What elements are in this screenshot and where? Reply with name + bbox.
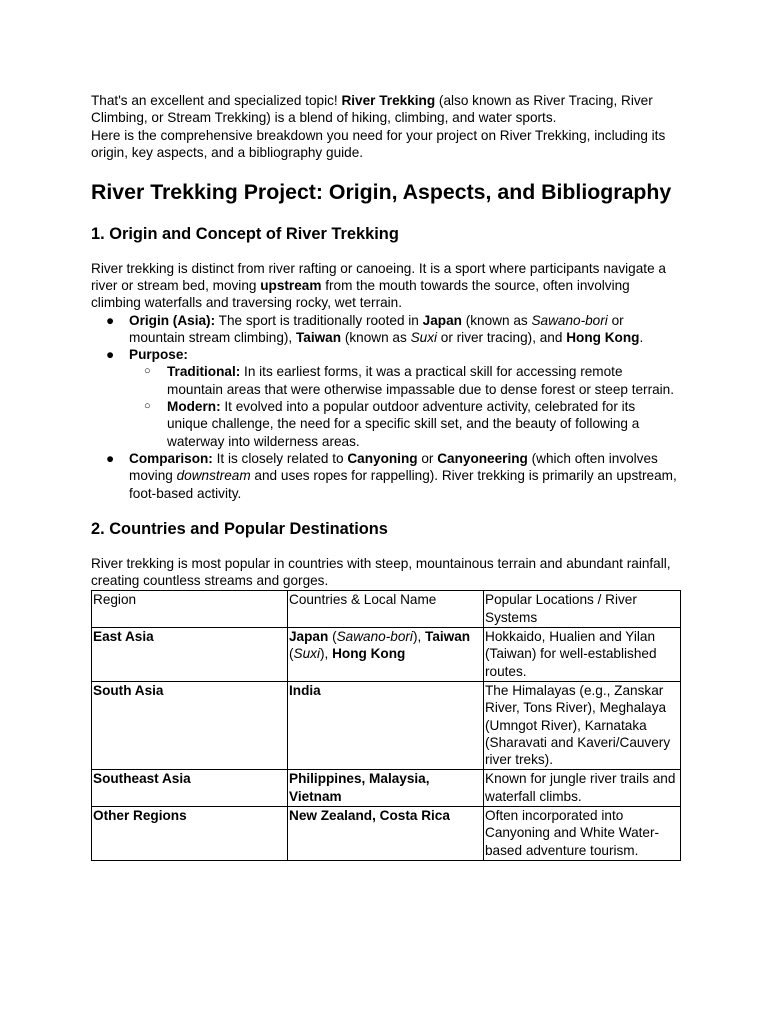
purpose-label: Purpose:: [129, 347, 188, 363]
cell-locations: Hokkaido, Hualien and Yilan (Taiwan) for well-established routes.: [484, 628, 681, 682]
table-row: [92, 681, 681, 769]
cell-taiwan: Taiwan: [425, 629, 471, 645]
section-1-list: [91, 312, 678, 502]
cell-locations: Known for jungle river trails and waterfall climbs.: [484, 770, 681, 807]
page-title: River Trekking Project: Origin, Aspects, and Bibliography: [91, 180, 672, 205]
list-item-comparison: [91, 450, 678, 502]
cell-text: ),: [319, 646, 333, 662]
cell-region: Southeast Asia: [92, 770, 288, 807]
traditional-label: Traditional:: [167, 364, 241, 380]
cell-countries: India: [288, 681, 484, 769]
origin-hong-kong: Hong Kong: [566, 329, 640, 345]
traditional-text: In its earliest forms, it was a practical skill for accessing remote mountain areas that were otherwise impassable due to dense forest or steep terrain.: [167, 364, 675, 397]
table-header-row: [92, 591, 681, 628]
origin-text: The sport is traditionally rooted in: [215, 312, 423, 328]
list-item-origin: [91, 312, 678, 347]
circle-bullet-icon: ○: [144, 400, 151, 413]
cell-sawano: Sawano-bori: [336, 629, 413, 645]
comparison-text: It is closely related to: [212, 450, 348, 466]
origin-text: or river tracing), and: [437, 329, 567, 345]
sublist-item-traditional: [129, 363, 678, 398]
intro-text-cont: (also known as River Tracing, River Climbing, or Stream Trekking) is a blend of hiking, climbing, and water sports.: [91, 93, 653, 126]
bullet-icon: ●: [106, 312, 115, 328]
origin-japan: Japan: [422, 312, 462, 328]
header-region: Region: [92, 591, 288, 628]
comparison-text: and uses ropes for rappelling). River trekking is primarily an upstream, foot-based activity.: [129, 468, 677, 501]
cell-region: South Asia: [92, 681, 288, 769]
cell-text: (: [289, 646, 294, 662]
intro-paragraph: [91, 92, 678, 127]
table-row: [92, 770, 681, 807]
section-2-heading: 2. Countries and Popular Destinations: [91, 519, 388, 538]
cell-hong-kong: Hong Kong: [332, 646, 406, 662]
origin-text: .: [639, 329, 644, 345]
origin-taiwan: Taiwan: [295, 329, 342, 345]
header-countries: Countries & Local Name: [288, 591, 484, 628]
origin-suxi: Suxi: [410, 329, 438, 345]
cell-suxi: Suxi: [293, 646, 320, 662]
comparison-text: (which often involves moving: [129, 450, 658, 484]
section-1-heading: 1. Origin and Concept of River Trekking: [91, 224, 399, 243]
cell-text: (: [328, 629, 337, 645]
destinations-table: [91, 590, 681, 860]
purpose-sublist: [129, 363, 678, 449]
comparison-canyoning: Canyoning: [347, 450, 418, 466]
comparison-text: or: [417, 450, 438, 466]
intro-bold-term: River Trekking: [341, 93, 436, 108]
header-locations: Popular Locations / River Systems: [484, 591, 681, 628]
comparison-downstream: downstream: [176, 468, 251, 484]
section-1-text-cont: from the mouth towards the source, often involving climbing waterfalls and traversing rocky, wet terrain.: [91, 277, 630, 311]
origin-sawano: Sawano-bori: [531, 312, 608, 328]
table-row: [92, 807, 681, 861]
origin-text: (known as: [461, 312, 532, 328]
cell-locations: The Himalayas (e.g., Zanskar River, Tons River), Meghalaya (Umngot River), Karnataka (Sharavati and Kaveri/Cauvery river treks).: [484, 681, 681, 769]
circle-bullet-icon: ○: [144, 365, 151, 378]
modern-label: Modern:: [167, 399, 221, 415]
bold-upstream: upstream: [260, 277, 322, 293]
section-1-paragraph: [91, 260, 678, 312]
comparison-label: Comparison:: [129, 450, 213, 466]
table-row: [92, 628, 681, 682]
cell-japan: Japan: [289, 629, 329, 645]
section-2-paragraph: River trekking is most popular in countries with steep, mountainous terrain and abundant rainfall, creating countless streams and gorges.: [91, 555, 671, 589]
list-item-purpose: [91, 346, 678, 450]
section-1-text: River trekking is distinct from river rafting or canoeing. It is a sport where participants navigate a river or stream bed, moving: [91, 260, 666, 293]
cell-countries: [288, 628, 484, 682]
cell-locations: Often incorporated into Canyoning and White Water-based adventure tourism.: [484, 807, 681, 861]
bullet-icon: ●: [106, 450, 115, 466]
bullet-icon: ●: [106, 347, 115, 363]
origin-text: or mountain stream climbing),: [129, 312, 624, 345]
cell-region: East Asia: [92, 628, 288, 682]
intro-paragraph-2: Here is the comprehensive breakdown you need for your project on River Trekking, including its origin, key aspects, and a bibliography guide.: [91, 127, 666, 160]
cell-text: ),: [412, 629, 426, 645]
cell-countries: Philippines, Malaysia, Vietnam: [288, 770, 484, 807]
sublist-item-modern: [129, 398, 678, 450]
modern-text: It evolved into a popular outdoor adventure activity, celebrated for its unique challenge, the need for a specific skill set, and the beauty of following a waterway into wilderness areas.: [167, 399, 640, 449]
comparison-canyoneering: Canyoneering: [437, 450, 528, 466]
origin-label: Origin (Asia):: [129, 312, 216, 328]
cell-region: Other Regions: [92, 807, 288, 861]
origin-text: (known as: [341, 329, 411, 345]
cell-countries: New Zealand, Costa Rica: [288, 807, 484, 861]
intro-text: That's an excellent and specialized topic!: [91, 93, 342, 108]
